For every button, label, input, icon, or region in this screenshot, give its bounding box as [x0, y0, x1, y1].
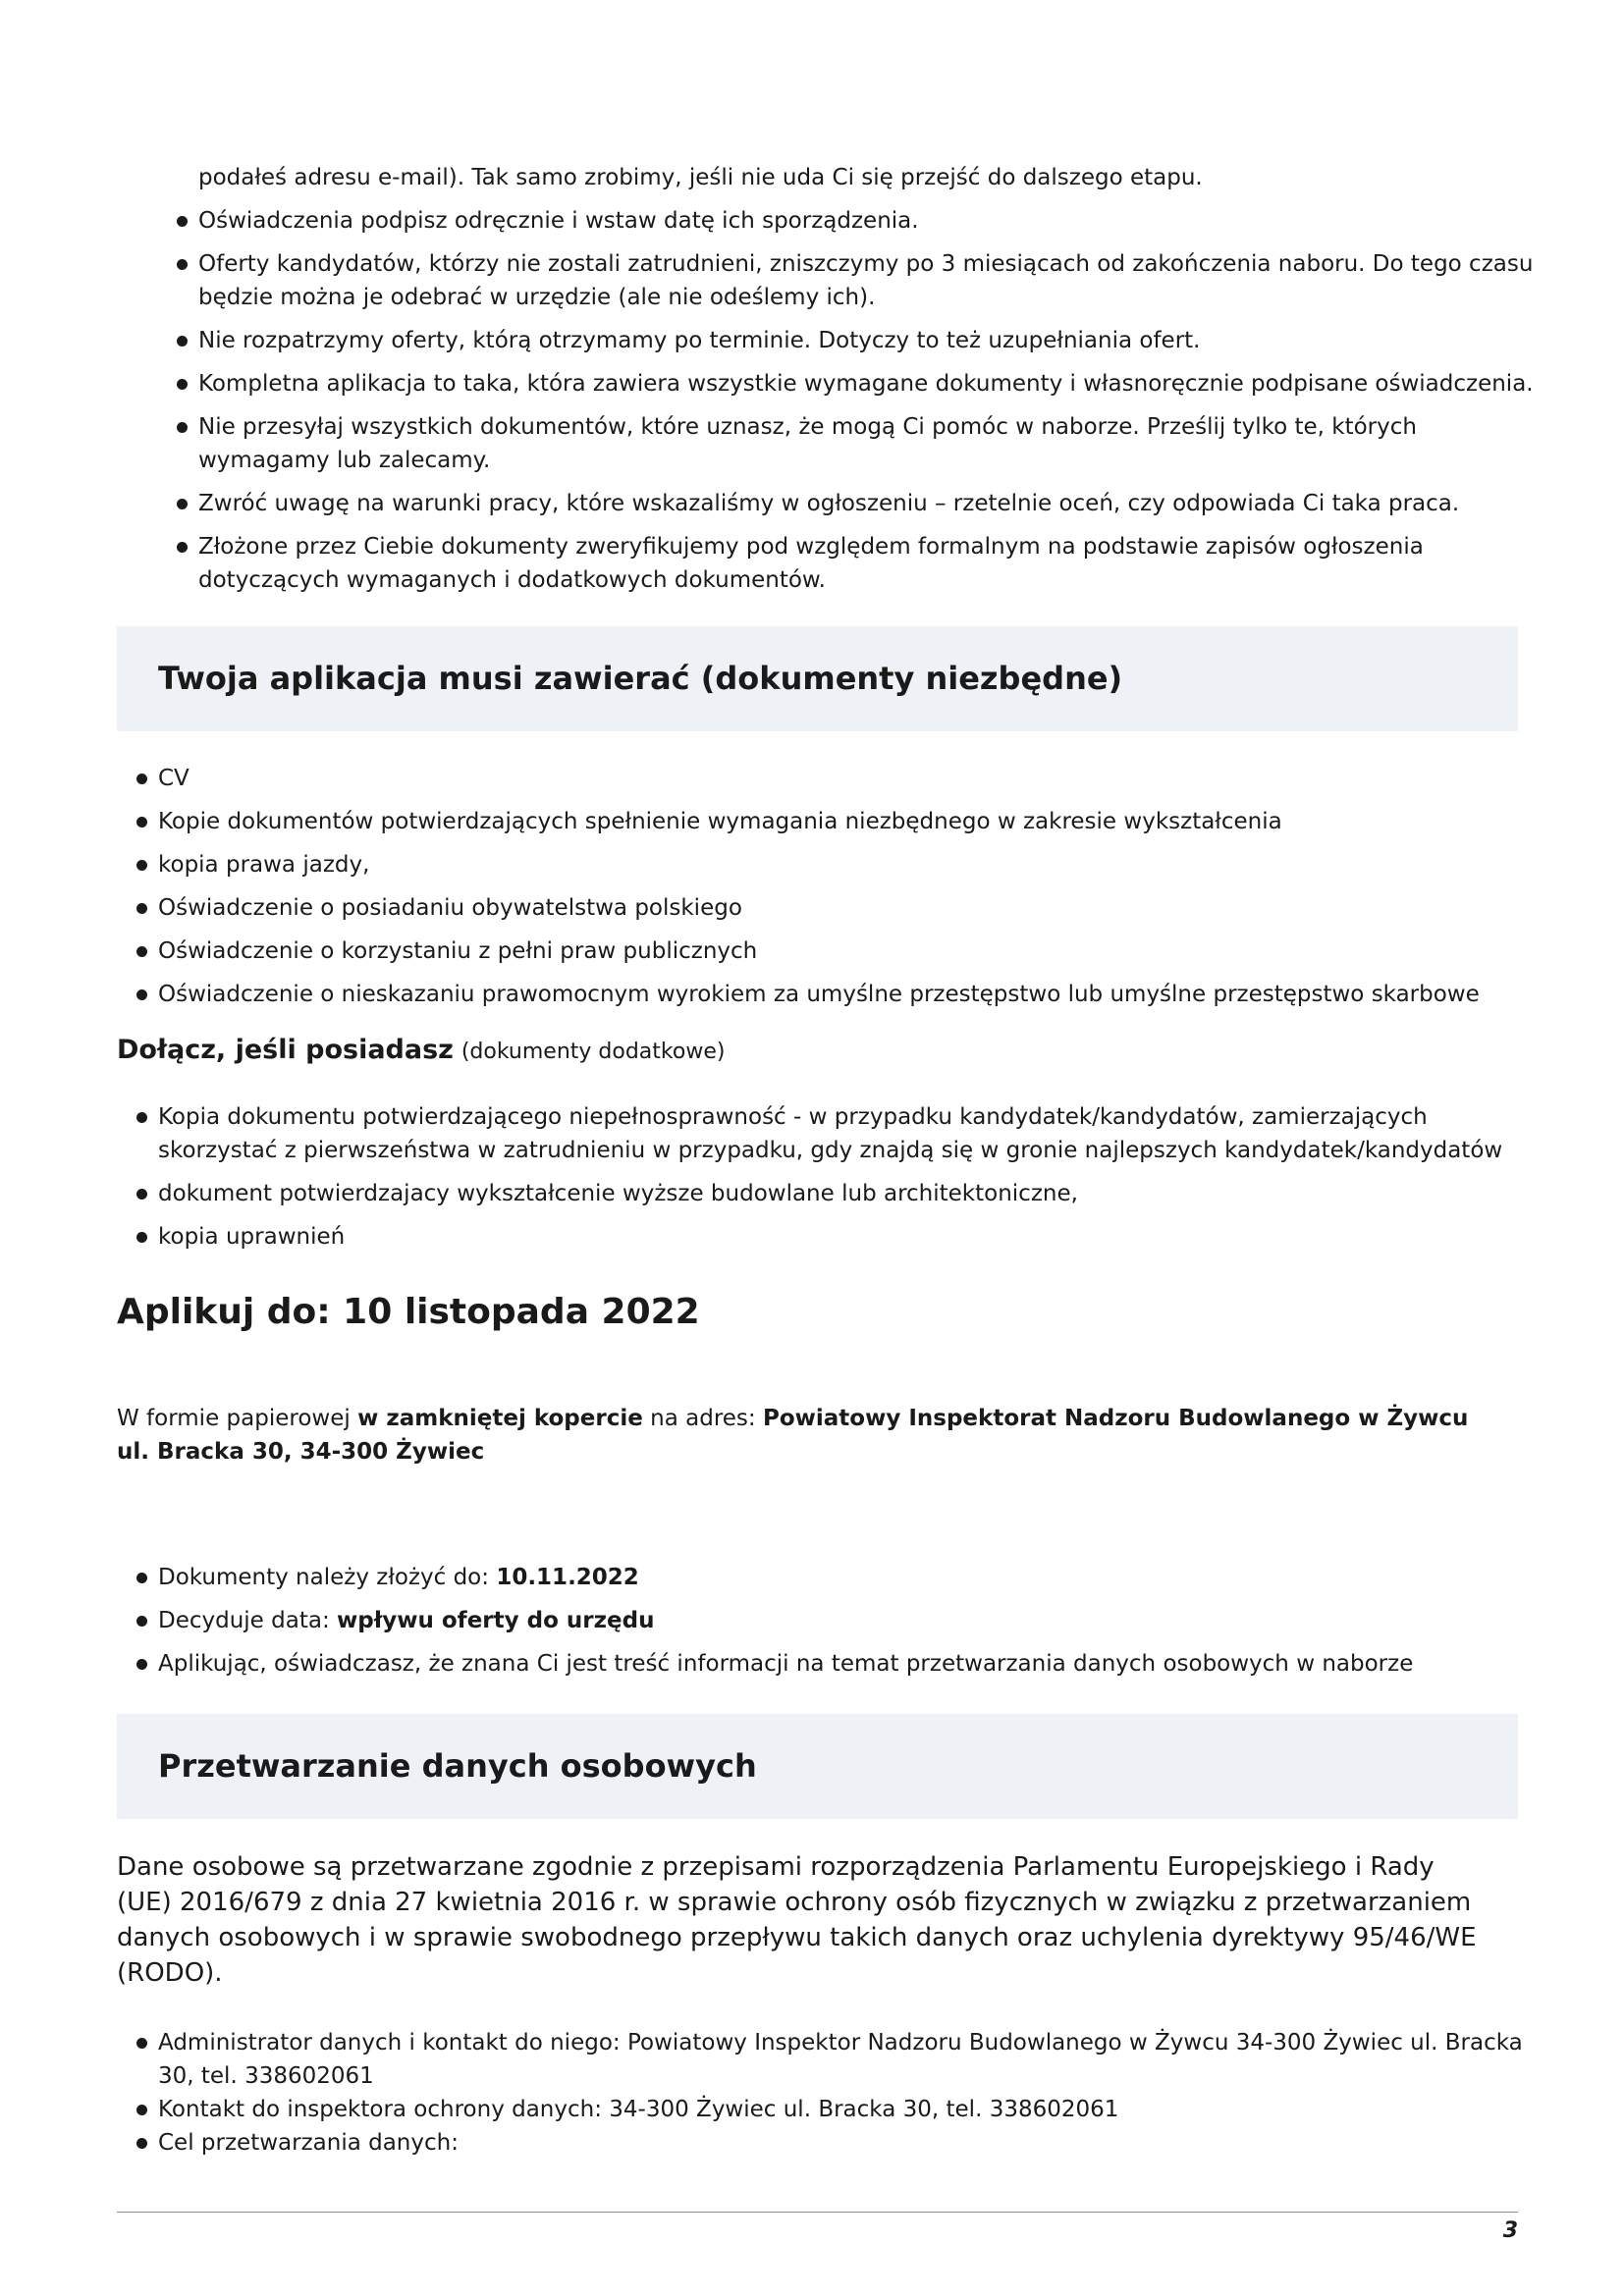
form-prefix: W formie papierowej: [117, 1406, 351, 1431]
list-item: kopia prawa jazdy,: [158, 848, 1533, 881]
list-item: Złożone przez Ciebie dokumenty zweryfikujemy pod względem formalnym na podstawie zapisów ogłoszenia dotyczących wymaganych i dodatkowych dokumentów.: [198, 530, 1534, 597]
address-line-2: ul. Bracka 30, 34-300 Żywiec: [117, 1439, 485, 1465]
list-item: Nie przesyłaj wszystkich dokumentów, które uznasz, że mogą Ci pomóc w naborze. Prześlij tylko te, których wymagamy lub zalecamy.: [198, 410, 1534, 477]
list-item: Oświadczenia podpisz odręcznie i wstaw datę ich sporządzenia.: [198, 204, 1534, 238]
list-item: Administrator danych i kontakt do niego: Powiatowy Inspektor Nadzoru Budowlanego w Żywcu 34-300 Żywiec ul. Bracka 30, tel. 338602061: [158, 2026, 1533, 2093]
submission-form: [117, 1402, 1511, 1468]
list-item: dokument potwierdzajacy wykształcenie wyższe budowlane lub architektoniczne,: [158, 1177, 1533, 1210]
required-docs-header: [117, 626, 1518, 731]
list-item: CV: [158, 762, 1533, 795]
list-item: Zwróć uwagę na warunki pracy, które wskazaliśmy w ogłoszeniu – rzetelnie oceń, czy odpowiada Ci taka praca.: [198, 487, 1534, 520]
privacy-paragraph: Dane osobowe są przetwarzane zgodnie z przepisami rozporządzenia Parlamentu Europejskiego i Rady (UE) 2016/679 z dnia 27 kwietnia 2016 r. w sprawie ochrony osób fizycznych w związku z przetwarzaniem danych osobowych i w sprawie swobodnego przepływu takich danych oraz uchylenia dyrektywy 95/46/WE (RODO).: [117, 1852, 1477, 1988]
list-item-continuation: podałeś adresu e-mail). Tak samo zrobimy, jeśli nie uda Ci się przejść do dalszego etapu.: [198, 165, 1203, 190]
list-item: Nie rozpatrzymy oferty, którą otrzymamy po terminie. Dotyczy to też uzupełniania ofert.: [198, 324, 1534, 357]
list-item: Cel przetwarzania danych:: [158, 2126, 1533, 2160]
list-item-consent: Aplikując, oświadczasz, że znana Ci jest treść informacji na temat przetwarzania danych osobowych w naborze: [158, 1647, 1533, 1681]
optional-docs-note: (dokumenty dodatkowe): [460, 1040, 726, 1064]
list-item: Kopie dokumentów potwierdzających spełnienie wymagania niezbędnego w zakresie wykształcenia: [158, 805, 1533, 838]
list-item: Kopia dokumentu potwierdzającego niepełnosprawność - w przypadku kandydatek/kandydatów, zamierzających skorzystać z pierwszeństwa w zatrudnieniu w przypadku, gdy znajdą się w gronie najlepszych kandydatek/kandydatów: [158, 1100, 1533, 1167]
instructions-list: [198, 161, 1534, 607]
optional-docs-list: [158, 1100, 1533, 1263]
footer-divider: [117, 2212, 1518, 2213]
list-item: Oferty kandydatów, którzy nie zostali zatrudnieni, zniszczymy po 3 miesiącach od zakończenia naboru. Do tego czasu będzie można je odebrać w urzędzie (ale nie odeślemy ich).: [198, 247, 1534, 314]
section-heading: Twoja aplikacja musi zawierać (dokumenty niezbędne): [158, 660, 1123, 697]
optional-docs-heading: [117, 1035, 725, 1065]
list-item-decides: [158, 1604, 1533, 1637]
form-address-label: na adres:: [650, 1406, 756, 1431]
deadline-value: 10.11.2022: [496, 1565, 639, 1590]
list-item: Oświadczenie o posiadaniu obywatelstwa polskiego: [158, 891, 1533, 925]
deadline-label: Dokumenty należy złożyć do:: [158, 1565, 489, 1590]
list-item: Kontakt do inspektora ochrony danych: 34-300 Żywiec ul. Bracka 30, tel. 338602061: [158, 2093, 1533, 2126]
page-number: 3: [1502, 2218, 1518, 2243]
section-heading: Przetwarzanie danych osobowych: [158, 1747, 757, 1785]
submission-details-list: [158, 1561, 1533, 1690]
list-item: kopia uprawnień: [158, 1220, 1533, 1254]
form-envelope: w zamkniętej kopercie: [357, 1406, 643, 1431]
list-item: Oświadczenie o nieskazaniu prawomocnym wyrokiem za umyślne przestępstwo lub umyślne przestępstwo skarbowe: [158, 978, 1533, 1011]
required-docs-list: [158, 762, 1533, 1021]
privacy-header: [117, 1714, 1518, 1819]
list-item-deadline: [158, 1561, 1533, 1594]
privacy-list: [158, 2026, 1533, 2160]
apply-deadline-title: Aplikuj do: 10 listopada 2022: [117, 1292, 700, 1332]
list-item: Kompletna aplikacja to taka, która zawiera wszystkie wymagane dokumenty i własnoręcznie podpisane oświadczenia.: [198, 367, 1534, 400]
decides-label: Decyduje data:: [158, 1608, 330, 1633]
address-line-1: Powiatowy Inspektorat Nadzoru Budowlanego w Żywcu: [762, 1406, 1469, 1431]
decides-value: wpływu oferty do urzędu: [337, 1608, 655, 1633]
list-item: Oświadczenie o korzystaniu z pełni praw publicznych: [158, 934, 1533, 968]
optional-docs-title: Dołącz, jeśli posiadasz: [117, 1035, 454, 1065]
